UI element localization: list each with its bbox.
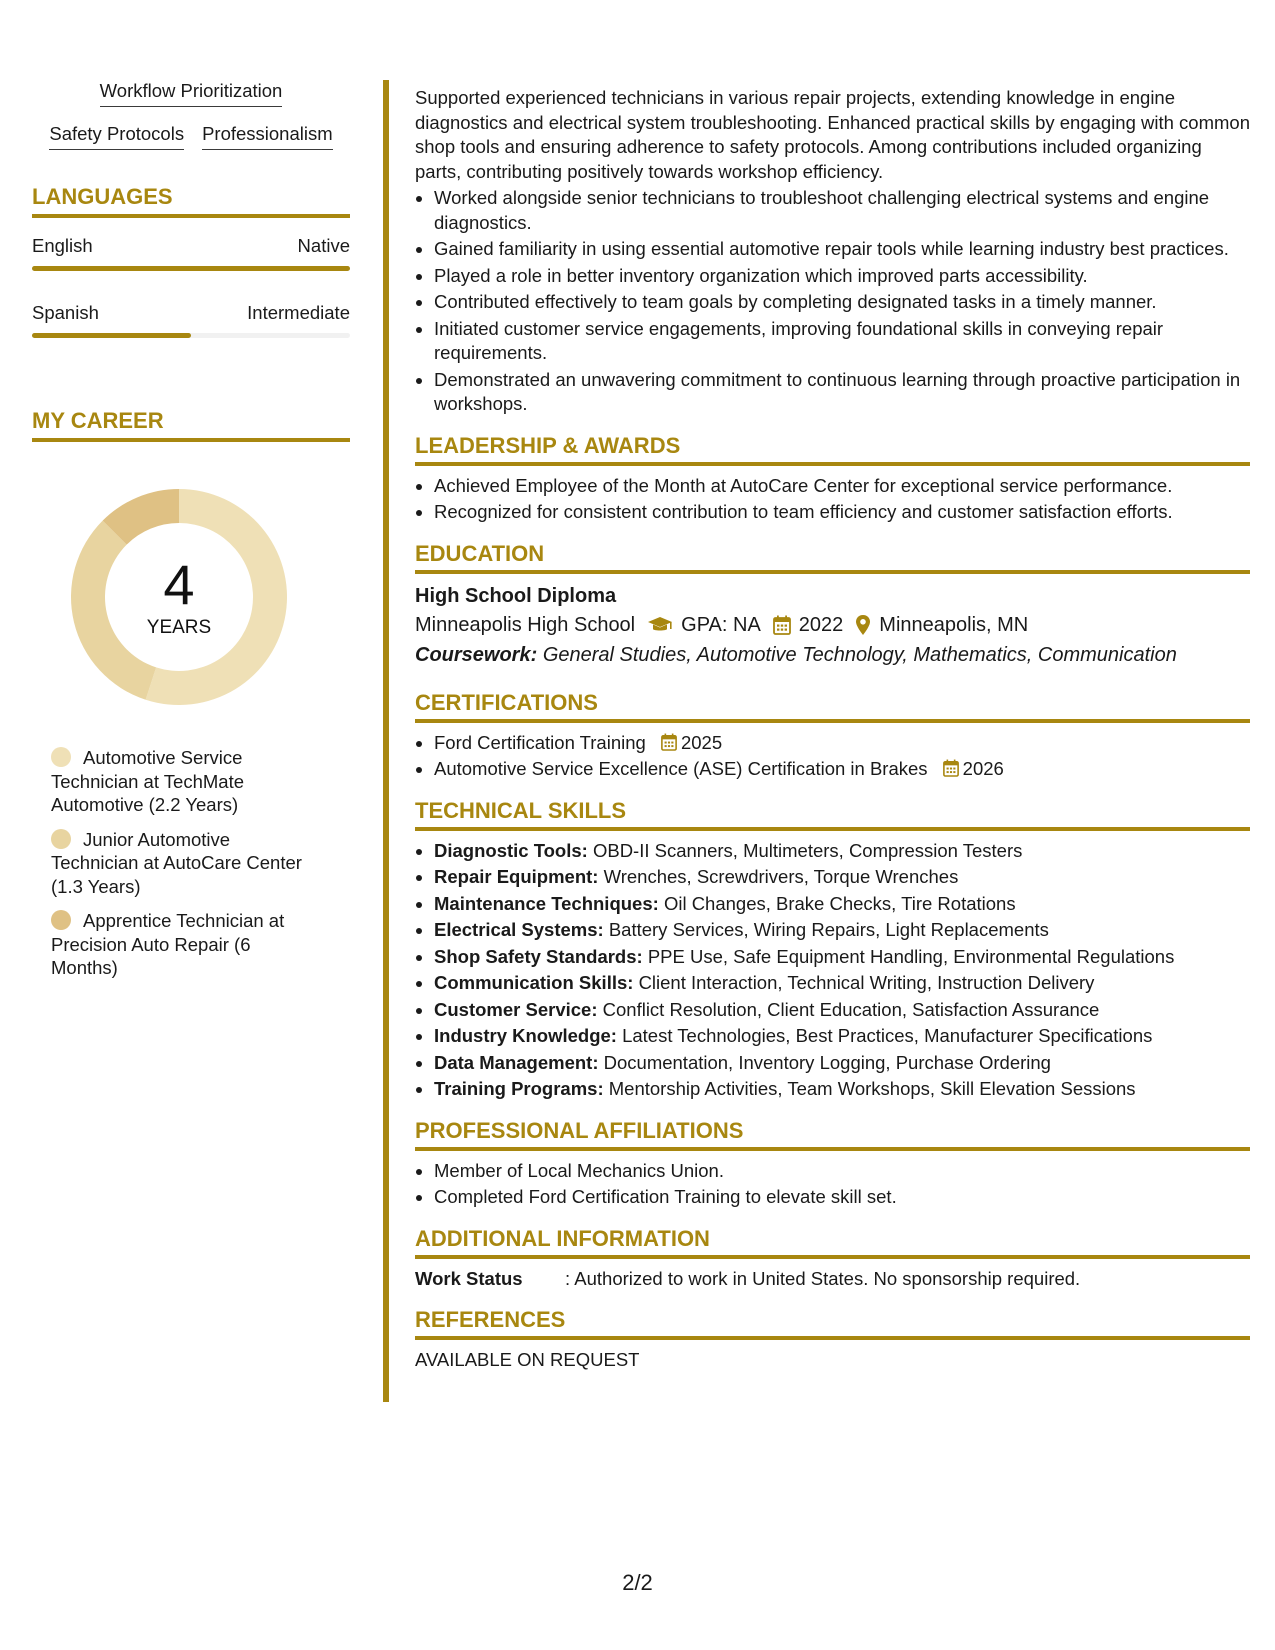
education-coursework xyxy=(415,640,1250,670)
certification-item xyxy=(434,731,1250,756)
location-pin-icon xyxy=(855,614,871,636)
education-school: Minneapolis High School xyxy=(415,613,636,636)
technical-skill-item xyxy=(434,892,1250,917)
language-bar xyxy=(32,333,350,338)
education-location: Minneapolis, MN xyxy=(879,613,1029,636)
skill-tags xyxy=(32,80,350,150)
career-legend-text: Junior Automotive Technician at AutoCare Center (1.3 Years) xyxy=(51,828,302,897)
legend-dot xyxy=(51,747,71,767)
education-gpa: GPA: NA xyxy=(681,613,761,636)
technical-skill-item xyxy=(434,865,1250,890)
technical-skill-item xyxy=(434,839,1250,864)
career-donut xyxy=(64,482,294,712)
career-legend-item xyxy=(51,746,321,817)
technical-skill-value: Battery Services, Wiring Repairs, Light Replacements xyxy=(608,919,1049,940)
education-degree: High School Diploma xyxy=(415,584,617,607)
leadership-item: • Achieved Employee of the Month at AutoCare Center for exceptional service performance. xyxy=(434,474,1250,499)
legend-dot xyxy=(51,829,71,849)
technical-skill-item xyxy=(434,998,1250,1023)
work-status-row xyxy=(415,1267,1250,1292)
language-level: Native xyxy=(297,235,350,256)
calendar-icon xyxy=(773,615,791,635)
technical-skill-item xyxy=(434,918,1250,943)
technical-skill-label: Repair Equipment: xyxy=(434,866,599,887)
career-section xyxy=(32,408,350,980)
career-legend-item xyxy=(51,828,321,899)
affiliations-section xyxy=(415,1118,1250,1210)
right-column xyxy=(415,86,1250,1373)
technical-skill-label: Industry Knowledge: xyxy=(434,1025,617,1046)
career-total-unit: YEARS xyxy=(146,617,212,638)
education-year: 2022 xyxy=(798,613,844,636)
language-bar-fill xyxy=(32,333,191,338)
technical-skill-label: Communication Skills: xyxy=(434,972,634,993)
language-level: Intermediate xyxy=(247,302,350,323)
language-item xyxy=(32,301,350,338)
skill-tag-row xyxy=(32,80,350,107)
graduation-cap-icon xyxy=(647,616,673,634)
certification-name: Ford Certification Training xyxy=(434,731,646,753)
technical-skill-item xyxy=(434,1077,1250,1102)
calendar-icon xyxy=(661,733,677,751)
career-title: MY CAREER xyxy=(32,408,350,442)
work-status-label: Work Status xyxy=(415,1267,523,1289)
experience-bullet: • Worked alongside senior technicians to troubleshoot challenging electrical systems and engine diagnostics. xyxy=(434,186,1250,235)
column-divider xyxy=(383,80,389,1402)
coursework-list: General Studies, Automotive Technology, Mathematics, Communication xyxy=(542,643,1177,666)
technical-skill-item xyxy=(434,1051,1250,1076)
technical-skill-label: Diagnostic Tools: xyxy=(434,839,588,861)
language-name: Spanish xyxy=(32,302,99,323)
experience-bullet: • Contributed effectively to team goals by completing designated tasks in a timely manner. xyxy=(434,290,1250,315)
technical-skill-value: Documentation, Inventory Logging, Purchase Ordering xyxy=(603,1051,1051,1073)
technical-skills-section xyxy=(415,798,1250,1102)
technical-skills-title: TECHNICAL SKILLS xyxy=(415,798,1250,831)
affiliation-item: • Completed Ford Certification Training to elevate skill set. xyxy=(434,1185,1250,1210)
experience-bullets xyxy=(415,186,1250,417)
leadership-item: • Recognized for consistent contribution to team efficiency and customer satisfaction efforts. xyxy=(434,500,1250,525)
career-legend-text: Apprentice Technician at Precision Auto Repair (6 Months) xyxy=(51,910,285,978)
experience-summary: Supported experienced technicians in various repair projects, extending knowledge in engine diagnostics and electrical system troubleshooting. Enhanced practical skills by engaging with common shop tools and ensuring adherence to safety protocols. Among contributions included organizing parts, contributing positively towards workshop efficiency. xyxy=(415,87,1250,182)
references-text: AVAILABLE ON REQUEST xyxy=(415,1349,640,1370)
technical-skill-value: PPE Use, Safe Equipment Handling, Environmental Regulations xyxy=(647,945,1175,967)
certification-item xyxy=(434,757,1250,782)
languages-section xyxy=(32,184,350,338)
technical-skill-item xyxy=(434,1024,1250,1049)
legend-dot xyxy=(51,910,71,930)
leadership-section xyxy=(415,433,1250,525)
technical-skill-label: Electrical Systems: xyxy=(434,919,604,940)
technical-skill-label: Training Programs: xyxy=(434,1078,604,1099)
career-legend-text: Automotive Service Technician at TechMate Automotive (2.2 Years) xyxy=(51,747,244,815)
technical-skill-value: Client Interaction, Technical Writing, Instruction Delivery xyxy=(638,972,1095,993)
technical-skill-item xyxy=(434,971,1250,996)
career-legend-item xyxy=(51,909,321,980)
experience-bullet: • Played a role in better inventory organization which improved parts accessibility. xyxy=(434,264,1250,289)
technical-skill-value: Latest Technologies, Best Practices, Manufacturer Specifications xyxy=(622,1025,1153,1046)
language-bar xyxy=(32,266,350,271)
calendar-icon xyxy=(943,759,959,777)
career-legend xyxy=(32,746,321,980)
additional-info-section xyxy=(415,1226,1250,1292)
certification-year: 2025 xyxy=(680,731,723,753)
work-status-value: : Authorized to work in United States. No sponsorship required. xyxy=(565,1267,1081,1289)
technical-skill-value: OBD-II Scanners, Multimeters, Compression Testers xyxy=(592,839,1023,861)
additional-info-title: ADDITIONAL INFORMATION xyxy=(415,1226,1250,1259)
affiliation-item: • Member of Local Mechanics Union. xyxy=(434,1159,1250,1184)
career-total-number: 4 xyxy=(163,553,195,616)
technical-skill-value: Oil Changes, Brake Checks, Tire Rotations xyxy=(663,892,1016,914)
skill-tag: Professionalism xyxy=(202,123,333,150)
technical-skill-label: Customer Service: xyxy=(434,998,598,1020)
education-section xyxy=(415,541,1250,670)
languages-title: LANGUAGES xyxy=(32,184,350,218)
technical-skill-value: Conflict Resolution, Client Education, Satisfaction Assurance xyxy=(602,998,1100,1020)
experience-bullet: • Initiated customer service engagements, improving foundational skills in conveying repair requirements. xyxy=(434,317,1250,366)
leadership-title: LEADERSHIP & AWARDS xyxy=(415,433,1250,466)
language-bar-fill xyxy=(32,266,350,271)
technical-skill-label: Shop Safety Standards: xyxy=(434,945,643,967)
certifications-section xyxy=(415,690,1250,782)
certification-year: 2026 xyxy=(962,758,1004,779)
language-item xyxy=(32,234,350,271)
technical-skill-label: Maintenance Techniques: xyxy=(434,892,659,914)
certification-name: Automotive Service Excellence (ASE) Certification in Brakes xyxy=(434,758,928,779)
experience-bullet: • Gained familiarity in using essential automotive repair tools while learning industry best practices. xyxy=(434,237,1250,262)
language-name: English xyxy=(32,235,93,256)
skill-tag-row xyxy=(32,123,350,150)
affiliations-title: PROFESSIONAL AFFILIATIONS xyxy=(415,1118,1250,1151)
left-column xyxy=(32,80,350,991)
skill-tag: Safety Protocols xyxy=(49,123,184,150)
page-number: 2/2 xyxy=(622,1570,653,1595)
skill-tag: Workflow Prioritization xyxy=(100,80,283,107)
education-title: EDUCATION xyxy=(415,541,1250,574)
coursework-label: Coursework: xyxy=(415,643,538,666)
technical-skill-item xyxy=(434,945,1250,970)
certifications-title: CERTIFICATIONS xyxy=(415,690,1250,723)
technical-skill-value: Wrenches, Screwdrivers, Torque Wrenches xyxy=(603,866,959,887)
education-details xyxy=(415,610,1250,640)
technical-skill-label: Data Management: xyxy=(434,1051,599,1073)
technical-skill-value: Mentorship Activities, Team Workshops, Skill Elevation Sessions xyxy=(608,1078,1136,1099)
references-title: REFERENCES xyxy=(415,1307,1250,1340)
experience-bullet: • Demonstrated an unwavering commitment to continuous learning through proactive participation in workshops. xyxy=(434,368,1250,417)
references-section xyxy=(415,1307,1250,1373)
